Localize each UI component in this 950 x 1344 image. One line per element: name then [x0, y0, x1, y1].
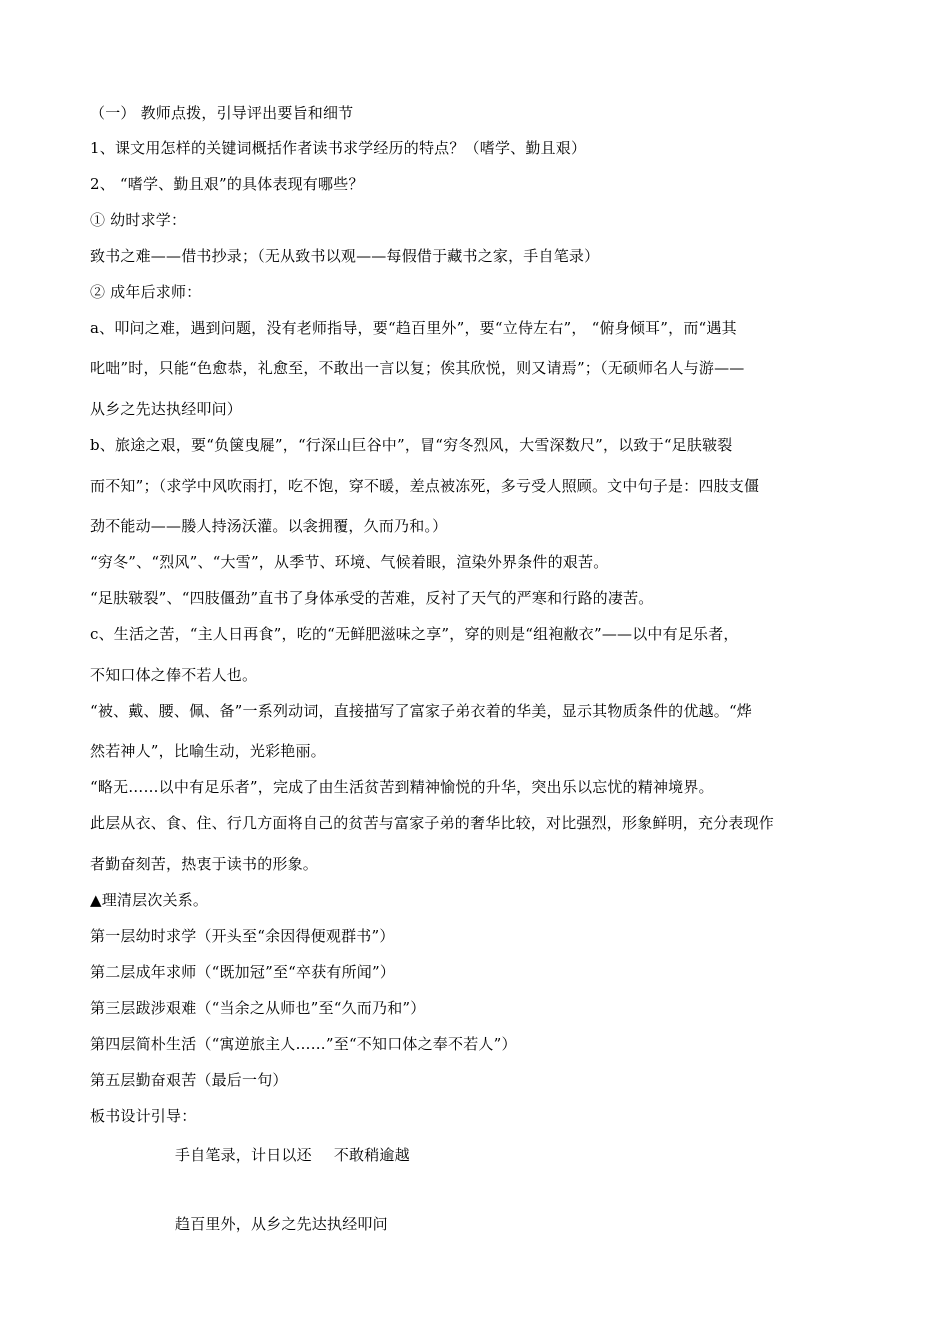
paragraph-c-line-1: c、生活之苦，“主人日再食”，吃的“无鲜肥滋味之享”，穿的则是“组袍敝衣”——以中有足乐者， — [90, 625, 739, 643]
paragraph-a-line-1: a、叩问之难，遇到问题，没有老师指导，要“趋百里外”，要“立侍左右”， “俯身倾耳”，而“遇其 — [90, 319, 737, 337]
paragraph-a-line-2: 叱咄”时，只能“色愈恭，礼愈至，不敢出一言以复；俟其欣悦，则又请焉”；（无硕师名人与游—— — [90, 359, 745, 377]
question-1: 1、课文用怎样的关键词概括作者读书求学经历的特点？（嗜学、勤且艰） — [90, 139, 587, 157]
section-heading: （一） 教师点拨，引导评出要旨和细节 — [90, 104, 354, 122]
item-2-title: ② 成年后求师： — [90, 283, 202, 301]
board-heading: 板书设计引导： — [90, 1107, 197, 1125]
layer-1: 第一层幼时求学（开头至“余因得便观群书”） — [90, 927, 395, 945]
paragraph-b-note-2: “足肤皲裂”、“四肢僵劲”直书了身体承受的苦难，反衬了天气的严寒和行路的凄苦。 — [90, 589, 654, 607]
layer-5: 第五层勤奋艰苦（最后一句） — [90, 1071, 288, 1089]
summary-line-1: 此层从衣、食、住、行几方面将自己的贫苦与富家子弟的奢华比较，对比强烈，形象鲜明，充分表现作 — [90, 814, 775, 832]
paragraph-b-line-1: b、旅途之艰，要“负箧曳屣”，“行深山巨谷中”，冒“穷冬烈风，大雪深数尺”，以致于“足肤皲裂 — [90, 436, 733, 454]
paragraph-c-note-1-line-1: “被、戴、腰、佩、备”一系列动词，直接描写了富家子弟衣着的华美，显示其物质条件的优越。“烨 — [90, 702, 753, 720]
item-1-title: ① 幼时求学： — [90, 211, 187, 229]
layers-heading: ▲理清层次关系。 — [90, 891, 209, 909]
paragraph-b-line-2: 而不知”；（求学中风吹雨打，吃不饱，穿不暖，差点被冻死，多亏受人照顾。文中句子是：四肢支僵 — [90, 477, 760, 495]
paragraph-c-note-2: “略无……以中有足乐者”，完成了由生活贫苦到精神愉悦的升华，突出乐以忘忧的精神境界。 — [90, 778, 714, 796]
paragraph-c-note-1-line-2: 然若神人”，比喻生动，光彩艳丽。 — [90, 742, 326, 760]
summary-line-2: 者勤奋刻苦，热衷于读书的形象。 — [90, 855, 319, 873]
paragraph-b-note-1: “穷冬”、“烈风”、“大雪”，从季节、环境、气候着眼，渲染外界条件的艰苦。 — [90, 553, 609, 571]
board-item-1 — [175, 1145, 410, 1165]
paragraph-c-line-2: 不知口体之俸不若人也。 — [90, 666, 258, 684]
paragraph-b-line-3: 劲不能动——媵人持汤沃灌。以衾拥覆，久而乃和。） — [90, 517, 448, 535]
board-item-1-left: 手自笔录，计日以还 — [175, 1146, 312, 1164]
board-item-1-right: 不敢稍逾越 — [333, 1146, 410, 1164]
question-2: 2、 “嗜学、勤且艰”的具体表现有哪些？ — [90, 175, 364, 193]
layer-2: 第二层成年求师（“既加冠”至“卒获有所闻”） — [90, 963, 396, 981]
layer-3: 第三层跋涉艰难（“当余之从师也”至“久而乃和”） — [90, 999, 426, 1017]
item-1-body: 致书之难——借书抄录；（无从致书以观——每假借于藏书之家，手自笔录） — [90, 247, 600, 265]
paragraph-a-line-3: 从乡之先达执经叩问） — [90, 400, 243, 418]
layer-4: 第四层简朴生活（“寓逆旅主人……”至“不知口体之奉不若人”） — [90, 1035, 517, 1053]
board-item-2: 趋百里外，从乡之先达执经叩问 — [175, 1215, 388, 1233]
